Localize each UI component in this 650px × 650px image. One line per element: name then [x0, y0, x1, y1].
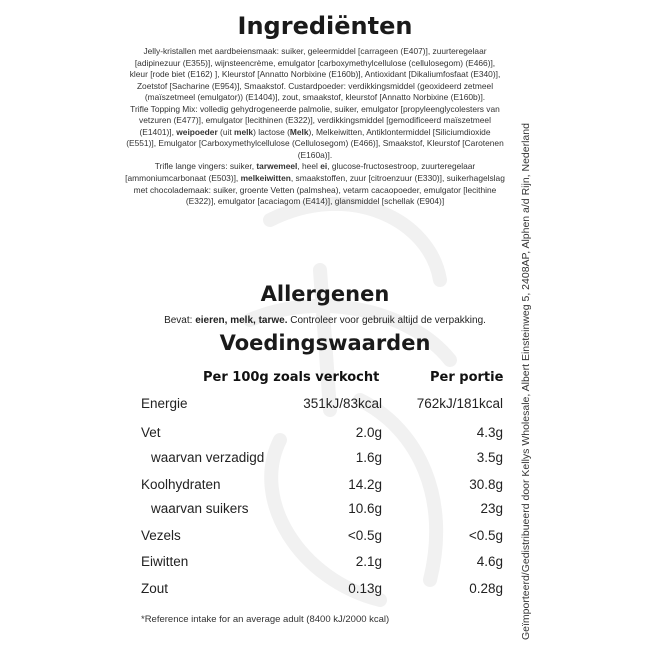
ingredient-text: , heel [297, 161, 321, 172]
ingredients-paragraph [125, 46, 505, 104]
nutrition-row [0, 581, 650, 601]
nutrition-row [0, 396, 650, 416]
ingredients-title: Ingrediënten [237, 12, 413, 40]
importer-address: Geïmporteerd/Gedistribueerd door Kellys Wholesale, Albert Einsteinweg 5, 2408AP, Alphen a/d Rijn, Nederland [520, 123, 532, 640]
allergen-highlight: ei [320, 161, 328, 172]
nutrient-label: Vezels [141, 528, 181, 543]
allergen-highlight: melkeiwitten [240, 173, 291, 184]
nutrient-label: Vet [141, 425, 161, 440]
ingredient-text: , smaakstoffen, zuur [citroenzuur (E330)], suikerhagelslag met chocolademaak: suiker, groente Vetten (palmshea), vetarm cacaopoeder, emulgator [lecithine (E322)], emulgator [acaciagom (E414)], glansmiddel [schellak (E904)] [133, 173, 505, 207]
nutrition-row [0, 501, 650, 521]
nutrient-label: Eiwitten [141, 554, 189, 569]
ingredient-text: (uit [217, 126, 234, 137]
nutrient-label: Energie [141, 396, 188, 411]
nutrition-row [0, 425, 650, 445]
ingredients-paragraph [125, 104, 505, 162]
nutrient-label: waarvan suikers [151, 501, 249, 516]
allergen-highlight: melk [234, 126, 254, 137]
value-per-100g: 10.6g [348, 501, 382, 516]
column-header-per-portion: Per portie [430, 370, 504, 385]
value-per-portion: 23g [480, 501, 503, 516]
ingredients-paragraph [125, 161, 505, 207]
allergens-statement [0, 315, 650, 326]
ingredients-text [125, 46, 505, 208]
value-per-portion: 30.8g [469, 477, 503, 492]
ingredient-text: , glucose-fructosestroop, zuurteregelaar [ammoniumcarbonaat (E503)], [125, 161, 476, 184]
value-per-portion: 3.5g [476, 450, 503, 465]
value-per-100g: 14.2g [348, 477, 382, 492]
allergens-note: Controleer voor gebruik altijd de verpakking. [287, 315, 486, 326]
value-per-100g: 351kJ/83kcal [303, 396, 382, 411]
allergens-title: Allergenen [260, 282, 390, 306]
nutrient-label: Zout [141, 581, 169, 596]
nutrition-row [0, 528, 650, 548]
nutrition-row [0, 554, 650, 574]
nutrition-title: Voedingswaarden [219, 331, 431, 355]
value-per-100g: 1.6g [355, 450, 382, 465]
allergens-list: eieren, melk, tarwe. [195, 315, 288, 326]
value-per-100g: 2.0g [355, 425, 382, 440]
nutrition-row [0, 450, 650, 470]
nutrition-row [0, 477, 650, 497]
ingredient-text: ) lactose ( [253, 126, 290, 137]
column-header-per-100g: Per 100g zoals verkocht [203, 370, 380, 385]
value-per-portion: 4.3g [476, 425, 503, 440]
allergen-highlight: tarwemeel [256, 161, 298, 172]
value-per-100g: 2.1g [355, 554, 382, 569]
allergens-prefix: Bevat: [164, 315, 196, 326]
reference-intake-footnote: *Reference intake for an average adult (8400 kJ/2000 kcal) [141, 614, 390, 625]
ingredient-text: Trifle Topping Mix: volledig gehydrogeneerde palmolie, suiker, emulgator [propyleenglycolesters van vetzuren (E477)], emulgator [lecithinen (E322)], verdikkingsmiddel [gemodificeerd maïszetmeel (E1401)], [130, 103, 500, 137]
ingredient-text: Trifle lange vingers: suiker, [154, 161, 257, 172]
nutrient-label: waarvan verzadigd [151, 450, 265, 465]
value-per-portion: <0.5g [468, 528, 503, 543]
ingredient-text: ), Melkeiwitten, Antiklontermiddel [Siliciumdioxide (E551)], Emulgator [Carboxymethylcellulose (Cellulosegom) (E466)], Smaakstof, Kleurstof [Carotenen (E160a)]. [126, 126, 504, 160]
nutrient-label: Koolhydraten [141, 477, 221, 492]
value-per-portion: 762kJ/181kcal [416, 396, 503, 411]
value-per-portion: 0.28g [469, 581, 503, 596]
value-per-100g: 0.13g [348, 581, 382, 596]
allergen-highlight: Melk [289, 126, 309, 137]
ingredient-text: Jelly-kristallen met aardbeiensmaak: suiker, geleermiddel [carrageen (E407)], zuurteregelaar [adipinezuur (E355)], wijnsteencrème, emulgator [carboxymethylcellulose (cellulosegom) (E466)], kleur [rode biet (E162) ], Kleurstof [Annatto Norbixine (E160b)], Antioxidant [Dikaliumfosfaat (E340)], Zoetstof [Sacharine (E954)], Smaakstof. Custardpoeder: verdikkingsmiddel (geoxideerd zetmeel (maïszetmeel (emulgator)) (E1404)], zout, smaakstof, kleurstof [Annatto Norbixine (E160b)]. [129, 46, 501, 103]
allergen-highlight: weipoeder [176, 126, 218, 137]
value-per-portion: 4.6g [476, 554, 503, 569]
value-per-100g: <0.5g [347, 528, 382, 543]
